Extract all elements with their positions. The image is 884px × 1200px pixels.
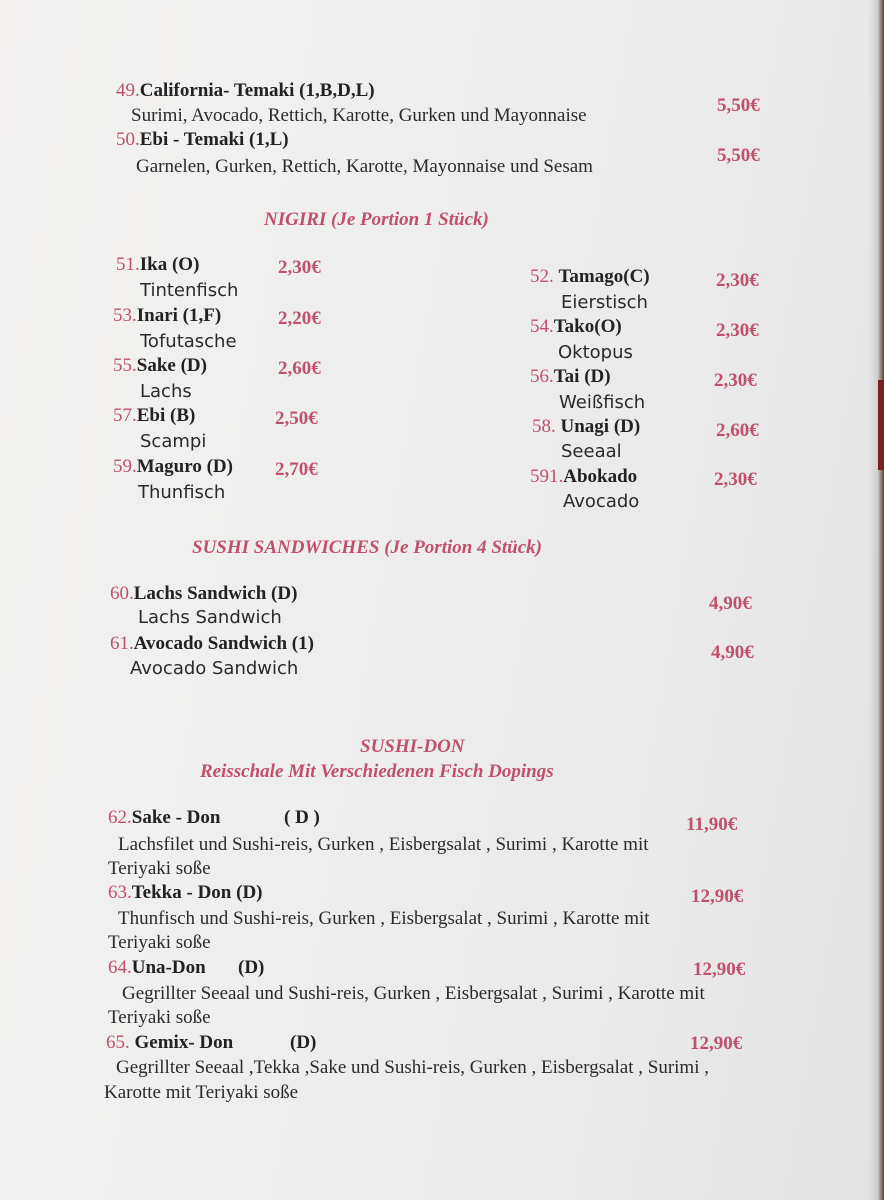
menu-item-65-title: 65. Gemix- Don: [106, 1032, 234, 1053]
menu-item-60-desc: Lachs Sandwich: [138, 607, 282, 628]
menu-item-53-title: 53.Inari (1,F): [113, 305, 222, 326]
menu-item-52-desc: Eierstisch: [561, 292, 648, 313]
menu-item-54-price: 2,30€: [716, 320, 759, 341]
menu-item-59-title: 59.Maguro (D): [113, 456, 233, 477]
menu-item-65-desc-cont: Karotte mit Teriyaki soße: [104, 1082, 299, 1103]
menu-item-57-title: 57.Ebi (B): [113, 405, 196, 426]
menu-item-55-title: 55.Sake (D): [113, 355, 207, 376]
menu-item-60-title: 60.Lachs Sandwich (D): [110, 583, 298, 604]
menu-item-50-desc: Garnelen, Gurken, Rettich, Karotte, Mayonnaise und Sesam: [136, 156, 593, 177]
section-subheading-sushi-don: Reisschale Mit Verschiedenen Fisch Dopings: [200, 761, 554, 782]
menu-item-63-desc-cont: Teriyaki soße: [108, 932, 211, 953]
menu-item-64-allergen: (D): [238, 957, 265, 978]
menu-item-56-title: 56.Tai (D): [530, 366, 611, 387]
menu-item-62-desc: Lachsfilet und Sushi-reis, Gurken , Eisbergsalat , Surimi , Karotte mit: [118, 834, 649, 855]
menu-item-51-price: 2,30€: [278, 257, 321, 278]
menu-item-54-title: 54.Tako(O): [530, 316, 622, 337]
menu-item-65-desc: Gegrillter Seeaal ,Tekka ,Sake und Sushi-reis, Gurken , Eisbergsalat , Surimi ,: [116, 1057, 709, 1078]
menu-item-64-price: 12,90€: [693, 959, 746, 980]
menu-item-57-desc: Scampi: [140, 431, 207, 452]
menu-item-58-desc: Seeaal: [561, 441, 622, 462]
menu-item-64-desc-cont: Teriyaki soße: [108, 1007, 211, 1028]
menu-item-49-desc: Surimi, Avocado, Rettich, Karotte, Gurken und Mayonnaise: [131, 105, 587, 126]
menu-item-63-desc: Thunfisch und Sushi-reis, Gurken , Eisbergsalat , Surimi , Karotte mit: [118, 908, 650, 929]
menu-item-61-title: 61.Avocado Sandwich (1): [110, 633, 314, 654]
menu-item-62-price: 11,90€: [686, 814, 738, 835]
section-heading-nigiri: NIGIRI (Je Portion 1 Stück): [264, 209, 489, 230]
menu-item-63-title: 63.Tekka - Don (D): [108, 882, 263, 903]
menu-item-56-price: 2,30€: [714, 370, 757, 391]
menu-item-59-desc: Thunfisch: [138, 482, 226, 503]
menu-item-591-price: 2,30€: [714, 469, 757, 490]
menu-item-52-price: 2,30€: [716, 270, 759, 291]
menu-item-49-price: 5,50€: [717, 95, 760, 116]
menu-item-64-title: 64.Una-Don: [108, 957, 206, 978]
menu-item-65-allergen: (D): [290, 1032, 317, 1053]
menu-item-55-desc: Lachs: [140, 381, 192, 402]
menu-item-53-desc: Tofutasche: [140, 331, 237, 352]
menu-item-57-price: 2,50€: [275, 408, 318, 429]
menu-item-50-price: 5,50€: [717, 145, 760, 166]
menu-item-65-price: 12,90€: [690, 1033, 743, 1054]
menu-item-62-title: 62.Sake - Don: [108, 807, 221, 828]
menu-item-58-price: 2,60€: [716, 420, 759, 441]
menu-item-591-desc: Avocado: [563, 491, 640, 512]
menu-item-53-price: 2,20€: [278, 308, 321, 329]
background-object: [878, 380, 884, 470]
menu-item-51-title: 51.Ika (O): [116, 254, 200, 275]
menu-item-62-desc-cont: Teriyaki soße: [108, 858, 211, 879]
section-heading-sandwiches: SUSHI SANDWICHES (Je Portion 4 Stück): [192, 537, 542, 558]
menu-item-63-price: 12,90€: [691, 886, 744, 907]
menu-item-62-allergen: ( D ): [284, 807, 320, 828]
menu-item-51-desc: Tintenfisch: [140, 280, 239, 301]
menu-item-60-price: 4,90€: [709, 593, 752, 614]
menu-item-54-desc: Oktopus: [558, 342, 633, 363]
menu-item-61-desc: Avocado Sandwich: [130, 658, 299, 679]
section-heading-sushi-don: SUSHI-DON: [360, 736, 465, 757]
menu-item-61-price: 4,90€: [711, 642, 754, 663]
menu-item-56-desc: Weißfisch: [559, 392, 646, 413]
menu-item-591-title: 591.Abokado: [530, 466, 638, 487]
menu-item-52-title: 52. Tamago(C): [530, 266, 650, 287]
page-edge-shadow: [868, 0, 884, 1200]
menu-item-49-title: 49.California- Temaki (1,B,D,L): [116, 80, 375, 101]
menu-item-59-price: 2,70€: [275, 459, 318, 480]
menu-item-55-price: 2,60€: [278, 358, 321, 379]
menu-item-58-title: 58. Unagi (D): [532, 416, 641, 437]
menu-item-50-title: 50.Ebi - Temaki (1,L): [116, 129, 289, 150]
menu-item-64-desc: Gegrillter Seeaal und Sushi-reis, Gurken , Eisbergsalat , Surimi , Karotte mit: [122, 983, 705, 1004]
